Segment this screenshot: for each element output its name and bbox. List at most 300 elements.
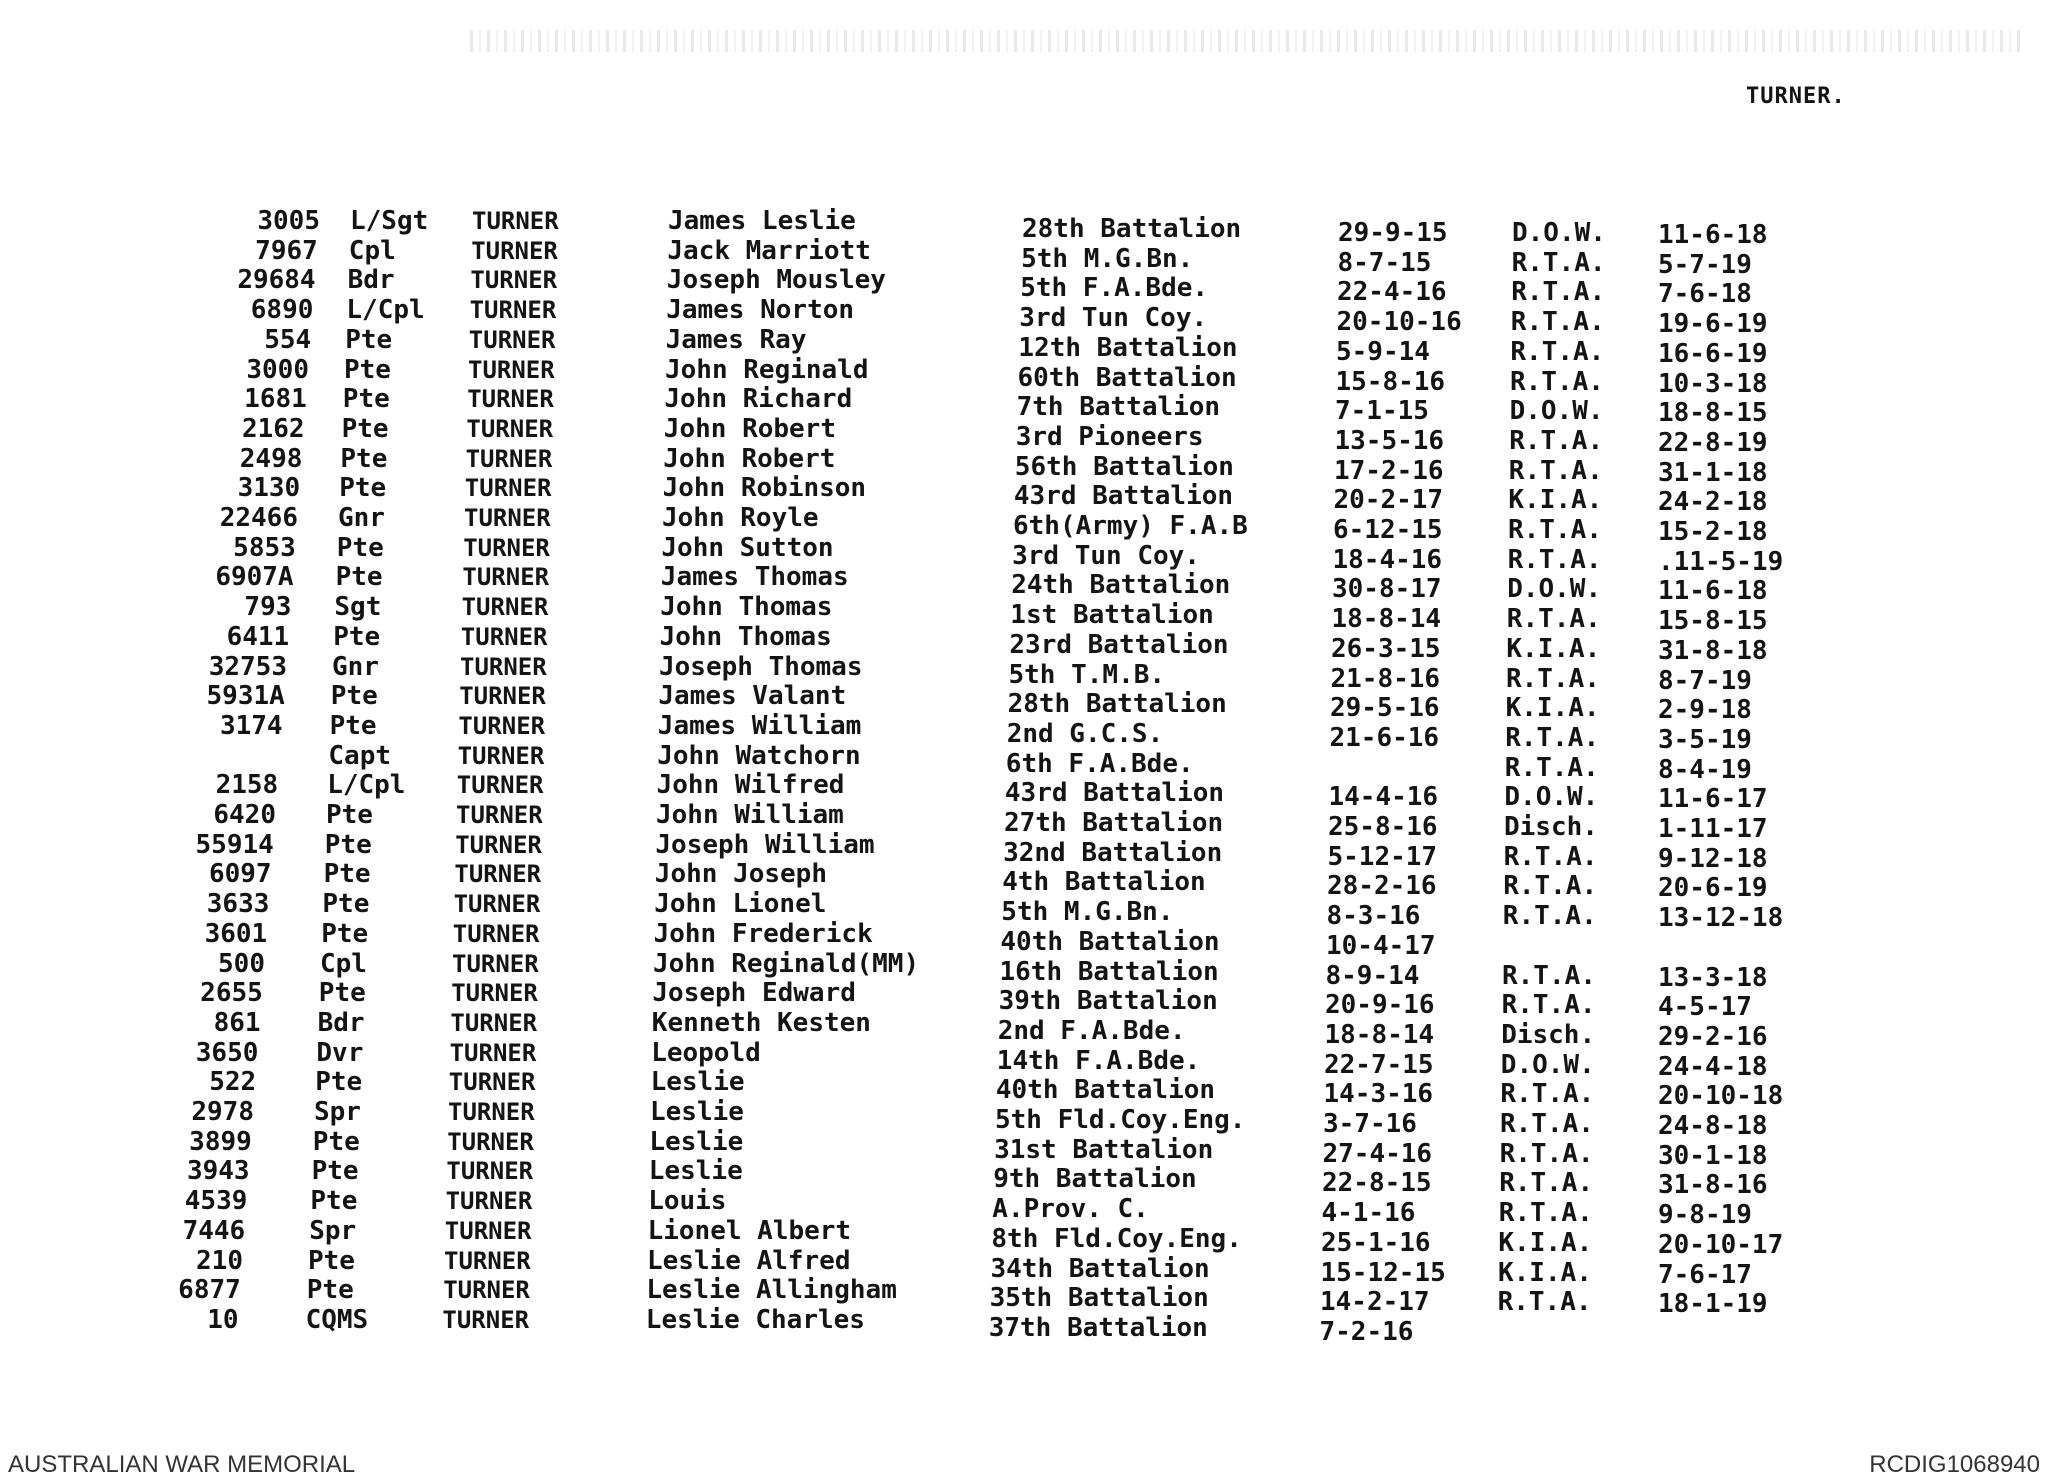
unit: 1st Battalion [1010, 600, 1214, 631]
rank: Pte [306, 1275, 354, 1306]
enlistment-date: 20-9-16 [1325, 990, 1435, 1021]
surname: TURNER [468, 325, 556, 354]
fate-date: 11-6-18 [1658, 220, 1768, 250]
fate: R.T.A. [1511, 247, 1606, 278]
record-row [0, 1245, 2048, 1290]
surname: TURNER [460, 622, 548, 651]
fate-date: 18-1-19 [1658, 1289, 1768, 1320]
fate: R.T.A. [1500, 1109, 1594, 1139]
fate-date: 15-2-18 [1658, 517, 1768, 547]
rank: Pte [344, 354, 391, 385]
fate: R.T.A. [1498, 1198, 1593, 1229]
service-number: 22466 [219, 503, 298, 533]
fate: R.T.A. [1510, 307, 1605, 338]
fate: R.T.A. [1508, 515, 1602, 545]
service-number: 5931A [206, 681, 285, 712]
service-number: 6420 [213, 800, 276, 830]
fate: R.T.A. [1504, 752, 1599, 783]
rank: Spr [314, 1097, 361, 1127]
rank: Capt [328, 740, 392, 771]
service-number: 3650 [195, 1037, 259, 1068]
service-number: 29684 [237, 265, 316, 296]
service-number: 2158 [215, 770, 279, 801]
unit: 5th M.G.Bn. [1021, 243, 1194, 274]
surname: TURNER [449, 1038, 537, 1067]
enlistment-date: 30-8-17 [1332, 574, 1442, 605]
fate-date: 10-3-18 [1658, 368, 1768, 399]
unit: 9th Battalion [993, 1164, 1197, 1195]
fate: R.T.A. [1510, 366, 1604, 397]
given-names: Joseph Mousley [666, 265, 886, 296]
enlistment-date: 22-7-15 [1324, 1049, 1434, 1080]
surname: TURNER [464, 474, 552, 503]
unit: 35th Battalion [989, 1283, 1209, 1314]
enlistment-date: 14-4-16 [1328, 782, 1439, 813]
unit: 56th Battalion [1014, 451, 1234, 482]
given-names: James Thomas [660, 562, 849, 593]
given-names: Leslie [650, 1067, 745, 1098]
record-row [0, 651, 2048, 696]
unit: 37th Battalion [988, 1312, 1208, 1343]
unit: 12th Battalion [1018, 332, 1238, 363]
fate: R.T.A. [1501, 990, 1596, 1021]
fate: D.O.W. [1507, 574, 1602, 605]
unit: 23rd Battalion [1009, 629, 1229, 660]
fate-date: 30-1-18 [1658, 1140, 1768, 1171]
rank: CQMS [305, 1304, 369, 1335]
record-row [0, 859, 2048, 904]
enlistment-date: 25-8-16 [1328, 812, 1438, 842]
given-names: Joseph Thomas [659, 651, 863, 682]
enlistment-date: 18-8-14 [1324, 1019, 1435, 1050]
fate-date: 7-6-17 [1658, 1259, 1752, 1290]
service-number: 6411 [226, 621, 290, 652]
rank: Pte [321, 918, 369, 949]
fate-date: 13-3-18 [1658, 962, 1768, 993]
rank: Pte [329, 710, 377, 741]
surname: TURNER [456, 801, 543, 829]
service-number: 2162 [241, 413, 305, 444]
enlistment-date: 17-2-16 [1334, 455, 1444, 486]
unit: 2nd F.A.Bde. [997, 1015, 1186, 1046]
rank: L/Cpl [346, 295, 425, 326]
surname: TURNER [448, 1068, 536, 1097]
rank: Bdr [317, 1007, 365, 1038]
surname: TURNER [442, 1305, 530, 1334]
fate: Disch. [1501, 1019, 1596, 1050]
given-names: John Lionel [654, 889, 827, 920]
surname: TURNER [455, 830, 542, 859]
rank: Pte [342, 384, 390, 415]
fate-date: 19-6-19 [1658, 309, 1768, 340]
given-names: Leslie [649, 1126, 744, 1157]
record-row [0, 562, 2048, 607]
record-row [0, 948, 2048, 993]
enlistment-date: 15-12-15 [1320, 1257, 1446, 1288]
record-row [0, 740, 2048, 785]
given-names: Leopold [651, 1037, 761, 1068]
record-row [0, 1097, 2048, 1141]
surname: TURNER [454, 860, 542, 889]
surname: TURNER [453, 890, 541, 919]
surname: TURNER [460, 652, 547, 681]
unit: 3rd Tun Coy. [1012, 540, 1200, 571]
given-names: John Joseph [654, 859, 827, 890]
fate: R.T.A. [1497, 1287, 1592, 1318]
unit: 40th Battalion [1000, 926, 1220, 957]
enlistment-date: 13-5-16 [1334, 425, 1445, 456]
unit: 43rd Battalion [1004, 778, 1225, 809]
surname: TURNER [467, 385, 554, 414]
rank: Pte [315, 1067, 363, 1098]
rank: Spr [309, 1215, 357, 1246]
given-names: John Richard [664, 384, 853, 415]
record-row [0, 354, 2048, 399]
unit: 40th Battalion [995, 1075, 1216, 1106]
given-names: Leslie [648, 1156, 743, 1187]
rank: Pte [310, 1186, 358, 1217]
fate-date: 24-4-18 [1658, 1051, 1768, 1082]
given-names: James Leslie [668, 206, 856, 236]
rank: Pte [330, 681, 378, 712]
unit: 28th Battalion [1022, 214, 1242, 244]
fate-date: 31-8-16 [1658, 1170, 1768, 1201]
service-number: 500 [218, 948, 265, 979]
record-row [0, 265, 2048, 310]
service-number: 3130 [237, 473, 301, 504]
given-names: Leslie Alfred [647, 1245, 851, 1276]
fate-date: 3-5-19 [1658, 724, 1752, 755]
service-number: 2498 [239, 443, 303, 474]
fate-date: 11-6-18 [1658, 576, 1768, 607]
surname: TURNER [452, 919, 540, 948]
surname: TURNER [458, 711, 546, 740]
record-row [0, 1037, 2048, 1082]
unit: 34th Battalion [990, 1253, 1210, 1284]
unit: 28th Battalion [1007, 689, 1227, 720]
given-names: Joseph Edward [652, 978, 856, 1009]
unit: 39th Battalion [998, 986, 1218, 1017]
rank: Pte [340, 443, 388, 474]
fate: R.T.A. [1511, 277, 1606, 308]
fate: R.T.A. [1499, 1168, 1594, 1199]
given-names: John Reginald(MM) [653, 948, 920, 979]
surname: TURNER [446, 1157, 534, 1186]
fate-date: 1-11-17 [1658, 814, 1768, 844]
given-names: John Robinson [662, 473, 867, 504]
unit: 31st Battalion [994, 1134, 1214, 1165]
unit: 5th M.G.Bn. [1001, 897, 1174, 928]
fate-date: 8-7-19 [1658, 665, 1752, 696]
given-names: Joseph William [655, 829, 875, 860]
unit: 6th F.A.Bde. [1005, 748, 1194, 779]
fate: R.T.A. [1502, 960, 1596, 991]
fate: R.T.A. [1506, 604, 1601, 635]
fate-date: 13-12-18 [1658, 903, 1784, 934]
surname: TURNER [443, 1276, 530, 1305]
service-number: 6097 [208, 859, 272, 890]
fate-date: 9-12-18 [1658, 843, 1768, 874]
surname: TURNER [466, 414, 554, 443]
page-heading: TURNER. [1746, 84, 1846, 109]
given-names: Lionel Albert [647, 1215, 852, 1246]
fate-date: .11-5-19 [1658, 546, 1784, 577]
fate: R.T.A. [1500, 1079, 1595, 1110]
surname: TURNER [457, 741, 545, 770]
given-names: John Sutton [661, 532, 834, 563]
enlistment-date: 27-4-16 [1322, 1138, 1433, 1169]
surname: TURNER [448, 1098, 535, 1126]
surname: TURNER [459, 682, 546, 711]
enlistment-date: 26-3-15 [1331, 633, 1441, 664]
service-number: 3005 [257, 206, 320, 236]
service-number: 6877 [178, 1275, 241, 1306]
unit: 32nd Battalion [1003, 837, 1223, 868]
enlistment-date: 21-6-16 [1329, 722, 1440, 753]
unit: 27th Battalion [1004, 808, 1224, 838]
enlistment-date: 22-4-16 [1337, 277, 1447, 308]
service-number: 1681 [244, 384, 307, 415]
given-names: John Thomas [659, 621, 832, 652]
surname: TURNER [445, 1187, 533, 1216]
service-number: 522 [209, 1067, 257, 1098]
service-number: 554 [264, 324, 312, 355]
given-names: John Watchorn [657, 740, 861, 771]
enlistment-date: 7-1-15 [1335, 396, 1429, 427]
service-number: 3174 [219, 710, 283, 741]
rank: Bdr [347, 265, 395, 296]
given-names: John William [656, 800, 844, 830]
rank: Pte [336, 532, 384, 563]
fate-date: 2-9-18 [1658, 695, 1752, 726]
fate: R.T.A. [1503, 871, 1598, 902]
unit: 60th Battalion [1017, 362, 1237, 393]
fate: R.T.A. [1510, 336, 1605, 367]
footer-archive-label: AUSTRALIAN WAR MEMORIAL [8, 1451, 356, 1478]
given-names: Leslie [650, 1097, 744, 1127]
service-number: 2655 [200, 978, 263, 1009]
given-names: John Reginald [665, 354, 869, 385]
fate: R.T.A. [1508, 455, 1603, 486]
service-number: 6890 [250, 295, 314, 326]
given-names: John Royle [662, 503, 819, 533]
enlistment-date: 8-3-16 [1326, 901, 1421, 932]
unit: 24th Battalion [1011, 570, 1231, 601]
service-number: 210 [196, 1245, 243, 1276]
unit: 3rd Tun Coy. [1019, 303, 1208, 334]
unit: 7th Battalion [1016, 392, 1221, 423]
given-names: John Wilfred [656, 770, 845, 801]
rank: Pte [326, 800, 373, 830]
fate-date: 24-2-18 [1658, 487, 1768, 518]
surname: TURNER [444, 1246, 531, 1275]
unit: 5th Fld.Coy.Eng. [995, 1105, 1246, 1135]
unit: 4th Battalion [1002, 867, 1206, 898]
fate-date: 22-8-19 [1658, 427, 1768, 458]
rank: Pte [333, 621, 381, 652]
fate: K.I.A. [1506, 633, 1601, 664]
enlistment-date: 3-7-16 [1323, 1109, 1417, 1139]
surname: TURNER [451, 979, 538, 1008]
enlistment-date: 20-10-16 [1336, 307, 1462, 338]
unit: 14th F.A.Bde. [996, 1045, 1201, 1076]
surname: TURNER [444, 1216, 532, 1245]
enlistment-date: 18-8-14 [1331, 604, 1442, 635]
unit: 5th F.A.Bde. [1020, 273, 1209, 304]
unit: 43rd Battalion [1013, 481, 1234, 512]
record-row [0, 800, 2048, 844]
fate-date: 16-6-19 [1658, 338, 1768, 369]
fate: D.O.W. [1509, 396, 1604, 427]
rank: Gnr [338, 503, 385, 533]
rank: Dvr [316, 1037, 364, 1068]
fate: D.O.W. [1500, 1049, 1595, 1080]
enlistment-date: 29-5-16 [1330, 693, 1440, 724]
record-row [0, 206, 2048, 250]
service-number: 3601 [204, 918, 268, 949]
fate-date: 15-8-15 [1658, 606, 1768, 637]
surname: TURNER [470, 266, 558, 295]
fate-date: 7-6-18 [1658, 279, 1752, 310]
unit: 2nd G.C.S. [1006, 718, 1164, 749]
rank: Cpl [320, 948, 367, 979]
rank: Pte [312, 1126, 360, 1157]
fate-date: 18-8-15 [1658, 398, 1768, 429]
fate: R.T.A. [1506, 663, 1600, 694]
surname: TURNER [456, 771, 544, 800]
surname: TURNER [468, 355, 555, 384]
fate-date: 5-7-19 [1658, 249, 1752, 280]
service-number: 6907A [215, 562, 294, 593]
service-number: 5853 [233, 532, 296, 563]
given-names: James Norton [666, 295, 855, 326]
given-names: James Valant [658, 681, 847, 712]
fate-date: 20-6-19 [1658, 873, 1768, 904]
service-number: 55914 [195, 829, 274, 860]
enlistment-date: 14-3-16 [1323, 1079, 1434, 1110]
given-names: John Robert [663, 443, 836, 474]
rank: Sgt [334, 592, 382, 623]
rank: L/Cpl [327, 770, 406, 801]
surname: TURNER [472, 207, 559, 235]
service-number: 3633 [206, 889, 270, 920]
record-row [0, 503, 2048, 547]
footer-record-id: RCDIG1068940 [1869, 1451, 2040, 1478]
unit: A.Prov. C. [992, 1194, 1149, 1225]
rank: Pte [324, 829, 372, 860]
unit: 6th(Army) F.A.B [1013, 511, 1248, 541]
unit: 5th T.M.B. [1008, 659, 1166, 690]
service-number: 3899 [189, 1126, 252, 1157]
service-number: 861 [213, 1007, 261, 1038]
unit: 16th Battalion [999, 956, 1219, 987]
surname: TURNER [461, 593, 549, 622]
service-number: 793 [244, 592, 292, 623]
fate: R.T.A. [1509, 425, 1604, 456]
enlistment-date: 29-9-15 [1338, 218, 1448, 248]
record-row [0, 1156, 2048, 1201]
rank: Pte [311, 1156, 359, 1187]
service-number: 10 [207, 1304, 239, 1335]
given-names: John Robert [663, 413, 836, 444]
rank: Pte [322, 889, 370, 920]
service-number: 4539 [184, 1186, 248, 1217]
given-names: John Frederick [653, 918, 873, 949]
enlistment-date: 4-1-16 [1321, 1198, 1416, 1229]
fate: R.T.A. [1505, 722, 1600, 753]
fate-date: 31-8-18 [1658, 635, 1768, 666]
enlistment-date: 10-4-17 [1326, 930, 1436, 961]
fate: R.T.A. [1503, 841, 1598, 872]
fate: Disch. [1504, 812, 1598, 842]
given-names: Kenneth Kesten [651, 1007, 871, 1038]
enlistment-date: 5-12-17 [1327, 841, 1438, 872]
enlistment-date: 20-2-17 [1333, 485, 1444, 516]
fate-date: 24-8-18 [1658, 1111, 1768, 1141]
enlistment-date: 8-9-14 [1325, 960, 1420, 991]
service-number: 7446 [182, 1215, 246, 1246]
given-names: Louis [648, 1186, 727, 1217]
surname: TURNER [471, 236, 558, 265]
fate-date: 11-6-17 [1658, 784, 1768, 815]
fate: D.O.W. [1512, 218, 1606, 248]
fate: R.T.A. [1507, 544, 1602, 575]
enlistment-date: 21-8-16 [1330, 663, 1441, 694]
service-number: 2978 [191, 1097, 254, 1127]
enlistment-date: 5-9-14 [1336, 336, 1430, 367]
fate-date: 20-10-18 [1658, 1081, 1784, 1112]
fate-date: 29-2-16 [1658, 1021, 1768, 1052]
given-names: James William [657, 710, 862, 741]
fate: K.I.A. [1505, 693, 1600, 724]
unit: 8th Fld.Coy.Eng. [991, 1223, 1242, 1254]
enlistment-date: 6-12-15 [1333, 515, 1443, 545]
enlistment-date: 28-2-16 [1327, 871, 1437, 902]
fate-date: 9-8-19 [1658, 1200, 1752, 1231]
fate-date: 31-1-18 [1658, 457, 1768, 488]
given-names: Jack Marriott [667, 235, 871, 266]
surname: TURNER [447, 1127, 534, 1156]
enlistment-date: 15-8-16 [1335, 366, 1446, 397]
rank: Pte [345, 324, 393, 355]
enlistment-date: 8-7-15 [1337, 247, 1432, 278]
enlistment-date: 22-8-15 [1322, 1168, 1432, 1199]
surname: TURNER [450, 1008, 538, 1037]
surname: TURNER [469, 296, 557, 325]
rank: Cpl [348, 235, 396, 266]
given-names: Leslie Charles [645, 1304, 865, 1335]
rank: Pte [308, 1245, 355, 1276]
rank: Gnr [332, 651, 379, 682]
surname: TURNER [463, 533, 550, 562]
given-names: Leslie Allingham [646, 1275, 897, 1306]
record-row [0, 443, 2048, 488]
enlistment-date: 7-2-16 [1319, 1316, 1414, 1347]
surname: TURNER [452, 949, 539, 978]
fate: K.I.A. [1498, 1257, 1592, 1288]
service-number: 3943 [186, 1156, 250, 1187]
service-number: 7967 [255, 235, 318, 266]
fate-date: 20-10-17 [1658, 1229, 1784, 1260]
fate: K.I.A. [1498, 1227, 1593, 1258]
given-names: John Thomas [660, 592, 833, 623]
service-number: 3000 [246, 354, 309, 385]
rank: Pte [318, 978, 366, 1009]
given-names: James Ray [665, 324, 807, 355]
enlistment-date: 25-1-16 [1321, 1227, 1431, 1258]
surname: TURNER [464, 504, 551, 532]
surname: TURNER [462, 563, 550, 592]
